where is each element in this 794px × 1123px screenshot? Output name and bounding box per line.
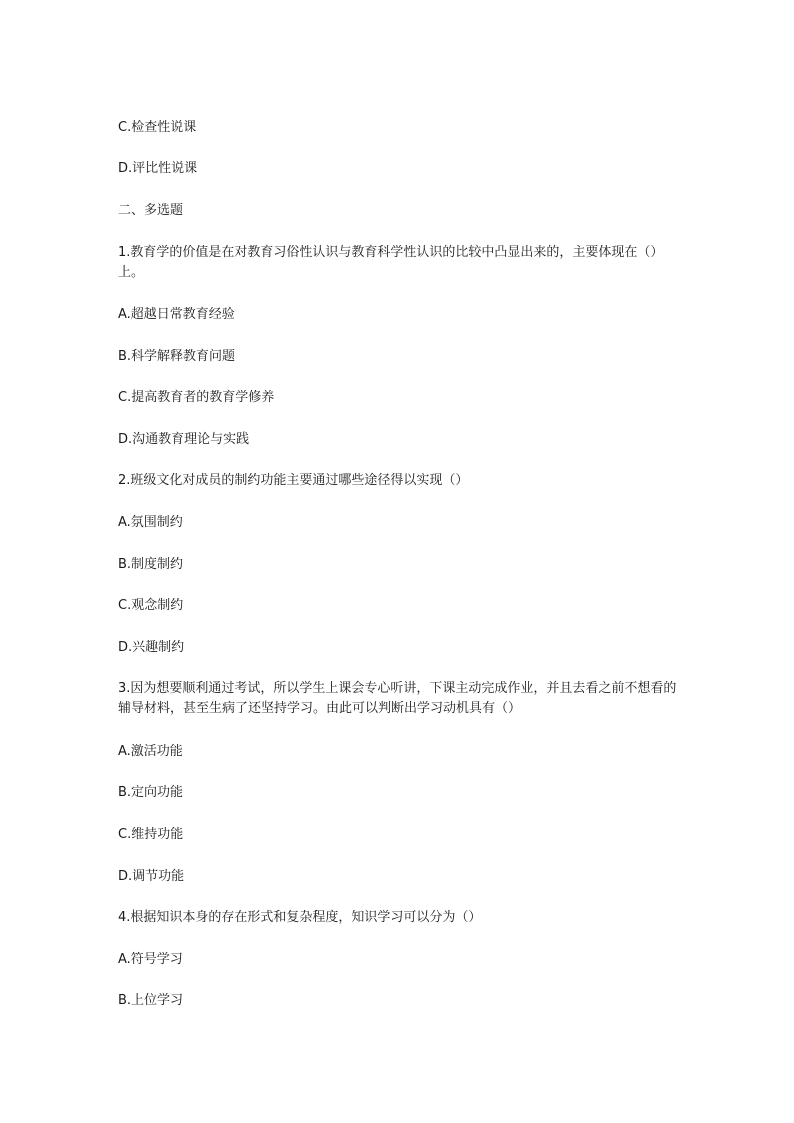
option-text: D.兴趣制约 (118, 640, 185, 655)
option-text: D.沟通教育理论与实践 (118, 432, 250, 447)
section-heading: 二、多选题 (118, 203, 184, 218)
question-text: 1.教育学的价值是在对教育习俗性认识与教育科学性认识的比较中凸显出来的，主要体现在（）上。 (118, 245, 664, 280)
option-text: A.超越日常教育经验 (118, 307, 235, 322)
option-text: B.定向功能 (118, 785, 184, 800)
option-text: A.氛围制约 (118, 515, 183, 530)
option-text: A.符号学习 (118, 952, 183, 967)
option-text: B.制度制约 (118, 557, 184, 572)
option-text: C.提高教育者的教育学修养 (118, 390, 275, 405)
question-text: 2.班级文化对成员的制约功能主要通过哪些途径得以实现（） (118, 473, 469, 488)
option-text: B.上位学习 (118, 993, 184, 1008)
option-text: B.科学解释教育问题 (118, 349, 236, 364)
option-text: C.观念制约 (118, 598, 184, 613)
question-text: 4.根据知识本身的存在形式和复杂程度，知识学习可以分为（） (118, 910, 482, 925)
option-text: C.维持功能 (118, 827, 184, 842)
option-text: D.评比性说课 (118, 161, 198, 176)
option-text: D.调节功能 (118, 869, 185, 884)
question-text: 3.因为想要顺利通过考试，所以学生上课会专心听讲，下课主动完成作业，并且去看之前不想看的辅导材料，甚至生病了还坚持学习。由此可以判断出学习动机具有（） (118, 681, 677, 716)
option-text: C.检查性说课 (118, 120, 197, 135)
option-text: A.激活功能 (118, 744, 183, 759)
